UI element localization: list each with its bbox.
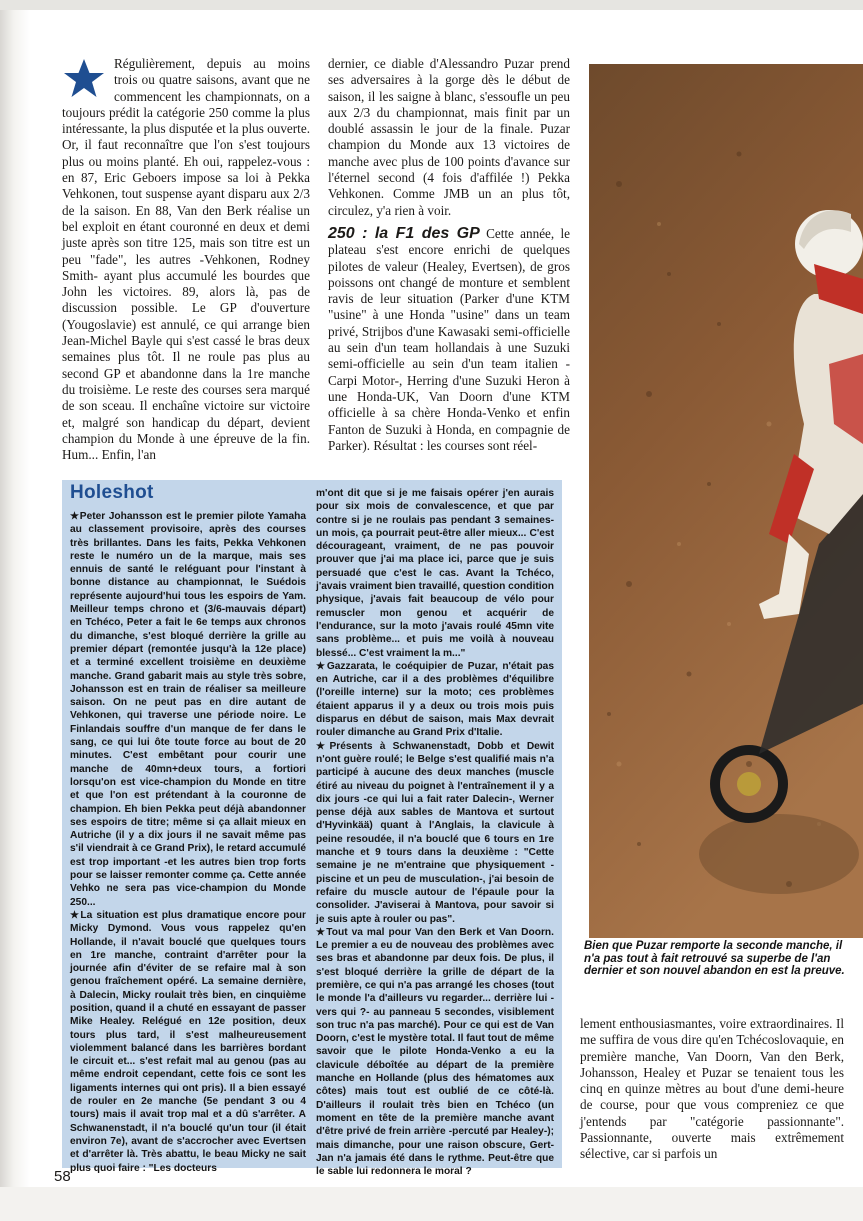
- sidebar-paragraph: ★Tout va mal pour Van den Berk et Van Doorn. Le premier a eu de nouveau des problèmes avec ses bras et abandonne par deux fois. De plus, il s'est bloqué derrière la grille de départ de la première, ce qui n'a pas arrangé les choses (tout le monde l'a d'ailleurs vu regarder... derrière lui -vers qui ?- au panneau 5 secondes, visiblement son truc n'a pas marché). Pour ce qui est de Van Doorn, c'est le mystère total. Il faut tout de même savoir que le pilote Honda-Venko a eu la clavicule déboîtée au départ de la première manche en Hollande (plus des hématomes aux côtes) mais tout est oublié de ce côté-là. D'ailleurs il roulait très bien en Tchéco (un moment en tête de la première manche avant d'être privé de frein arrière -percuté par Healey-); mais dimanche, pour une raison obscure, Gert-Jan n'a jamais été dans le rythme. Peut-être que le sable lui redonnera le moral ?: [316, 926, 554, 1178]
- sidebar-column-2: [316, 487, 554, 1178]
- star-icon: [62, 58, 106, 98]
- page-number: 58: [54, 1168, 71, 1185]
- article-column-2: [328, 56, 570, 454]
- article-column-1: [62, 56, 310, 463]
- article-paragraph: lement enthousiasmantes, voire extraordinaires. Il me suffira de vous dire qu'en Tchécoslovaquie, en première manche, Van Doorn, Van den Berk, Johansson, Healey et Puzar se tenaient tous les cinq en quinze mètres au bout d'une demi-heure de course, pour que vous compreniez ce que j'entends par "catégorie passionnante". Passionnante, ouverte mais extrêmement sélective, car si parfois un: [580, 1016, 844, 1162]
- sidebar-paragraph: ★La situation est plus dramatique encore pour Micky Dymond. Vous vous rappelez qu'en Hollande, il n'avait bouclé que quelques tours en 1re manche, contraint d'arrêter pour la journée afin d'éviter de se refaire mal à son genou fraîchement opéré. La semaine dernière, à Dalecin, Micky roulait très bien, en cinquième position, quand il a chuté en essayant de passer Mike Healey. Relégué en 12e position, deux tours plus tard, il s'est malheureusement violemment balancé dans les barrières bordant le circuit et... s'est refait mal au genou (pas au même endroit cependant, cette fois ce sont les ligaments internes qui ont pris). Il a bien essayé de rouler en 2e manche (5e pendant 3 ou 4 tours) mais il avait trop mal et a dû s'arrêter. A Schwanenstadt, il n'a bouclé qu'un tour (il était environ 7e), avant de s'accrocher avec Evertsen et d'arrêter là. Très abattu, le beau Micky ne sait plus quoi faire : "Les docteurs: [70, 909, 306, 1174]
- sidebar-paragraph: ★Présents à Schwanenstadt, Dobb et Dewit n'ont guère roulé; le Belge s'est qualifié mais n'a participé à aucune des deux manches (muscle étiré au niveau du poignet à l'entraînement il y a dix jours -ce qui lui a fait rater Dalecin-, Werner pense déjà aux sables de Mantova et surtout d'Hyvinkää) quant à l'Anglais, la clavicule à peine resoudée, il n'a bouclé que 6 tours en 1re manche et 9 tours dans la deuxième : "Cette semaine je ne m'entraine que physiquement -piscine et un peu de musculation-, j'ai besoin de refaire du muscle autour de l'épaule pour la consolider. J'aviserai à Mantova, pour savoir si je suis apte à rouler ou pas".: [316, 740, 554, 925]
- sidebar-paragraph: m'ont dit que si je me faisais opérer j'en aurais pour six mois de convalescence, et que par contre si je ne roulais pas pendant 3 semaines-un mois, ça pourrait peut-être aller mieux... C'est décourageant, vraiment, de ne pas pouvoir prouver que j'ai ma place ici, parce que je suis persuadé que c'est le cas. Avant la Tchéco, j'avais vraiment bien travaillé, question condition physique, j'avais fait beaucoup de vélo pour remuscler mon genou et acquérir de l'endurance, sur la moto j'avais roulé 45mn vite sans problème... et puis me voilà à nouveau blessé... C'est vraiment la m...": [316, 488, 554, 659]
- article-column-3: [580, 1016, 844, 1163]
- article-paragraph: Régulièrement, depuis au moins trois ou quatre saisons, avant que ne commencent les championnats, on a toujours prédit la catégorie 250 comme la plus intéressante, la plus disputée et la plus ouverte. Or, il faut reconnaître que l'on s'est toujours plus ou moins planté. Eh oui, rappelez-vous : en 87, Eric Geboers impose sa loi à Pekka Vehkonen, tout suspense ayant disparu aux 2/3 de la saison. En 88, Van den Berk réalise un bel exploit en étant couronné en deux et demi juste après son titre 125, mais son titre est un peu "fade", les autres -Vehkonen, Rodney Smith- ayant plus accumulé les bourdes que John les victoires. 89, alors là, pas de discussion possible. Le GP d'ouverture (Yougoslavie) est annulé, ce qui arrange bien Jean-Michel Bayle qui s'est cassé le bras deux semaines plus tôt. Il ne roule pas plus au second GP et abandonne dans la 1re manche du troisième. Le reste des courses sera marqué de son sceau. Il enchaîne victoire sur victoire et, malgré son handicap du départ, devient champion du Monde à une épreuve de la fin. Hum... Enfin, l'an: [62, 56, 310, 463]
- article-paragraph: dernier, ce diable d'Alessandro Puzar prend ses adversaires à la gorge dès le début de saison, il les saigne à blanc, s'essoufle un peu aux 2/3 du championnat, mais finit par un doublé assassin le jour de la finale. Puzar champion du Monde aux 13 victoires de manche avec plus de 100 points d'avance sur l'éternel second (4 fois d'affilée !) Pekka Vehkonen. Comme JMB un an plus tôt, circulez, y'a rien à voir.: [328, 56, 570, 218]
- page-bottom-edge: [0, 1187, 863, 1221]
- sidebar-paragraph: ★Peter Johansson est le premier pilote Yamaha au classement provisoire, après des courses très brillantes. Dans les faits, Pekka Vehkonen reste le numéro un de la marque, mais ses ennuis de santé le reléguant pour l'instant à bonne distance au championnat, le Suédois représente aujourd'hui tous les espoirs de Yam. Meilleur temps chrono et (3/6-mauvais départ) en Tchéco, Peter a fait le 6e temps aux chronos du dimanche, s'est bloqué derrière la grille au premier départ (remontée jusqu'à la 12e place) et a terminé excellent troisième en deuxième manche. Grand gabarit mais au style très sobre, Johansson est en train de réaliser sa meilleure saison. On ne peut pas en dire autant de Vehkonen, qui traverse une période noire. Le Finlandais souffre d'un manque de fer dans le sang, ce qui lui ôte toute force au bout de 20 minutes. C'est embêtant pour courir une manche de 40mn+deux tours, a fortiori lorsqu'on est vice-champion du Monde en titre et que l'on est prétendant à la couronne de champion. Eh bien Pekka peut déjà abandonner ses espoirs de titre; même si ça allait mieux en Autriche (il y a dix jours il ne savait même pas s'il viendrait à ce Grand Prix), le retard accumulé est trop important -et les autres bien trop forts pour se laisser remonter comme ça. Cette année Vehko ne sera pas vice-champion du Monde 250...: [70, 511, 306, 908]
- section-heading: 250 : la F1 des GP: [328, 224, 480, 242]
- page-top-edge: [0, 0, 863, 10]
- photo-caption: Bien que Puzar remporte la seconde manche, il n'a pas tout à fait retrouvé sa superbe de l'an dernier et son nouvel abandon en est la preuve.: [584, 940, 845, 978]
- sidebar-paragraph: ★Gazzarata, le coéquipier de Puzar, n'était pas en Autriche, car il a des problèmes d'équilibre (l'oreille interne) sur la moto; ces problèmes étaient apparus il y a deux ou trois mois puis disparus en début de saison, mais Max devrait rouler dimanche au Grand Prix d'Italie.: [316, 660, 554, 739]
- sidebar-title: Holeshot: [70, 482, 154, 503]
- sidebar-column-1: [70, 510, 306, 1175]
- motocross-photo: [589, 64, 863, 938]
- article-paragraph: Cette année, le plateau s'est encore enrichi de quelques pilotes de valeur (Healey, Evertsen), de gros poissons ont changé de monture et semblent ravis de leur situation (Parker d'une KTM "usine" à une Honda "usine" dans un team privé, Strijbos d'une Kawasaki semi-officielle au sein d'un team hollandais à une Suzuki semi-officielle au sein d'un team italien -Carpi Motor-, Herring d'une Suzuki Heron à une Honda-UK, Van Doorn d'une KTM officielle à sa chère Honda-Venko et enfin Fanton de Suzuki à Honda, en compagnie de Parker). Résultat : les courses sont réel-: [328, 225, 570, 453]
